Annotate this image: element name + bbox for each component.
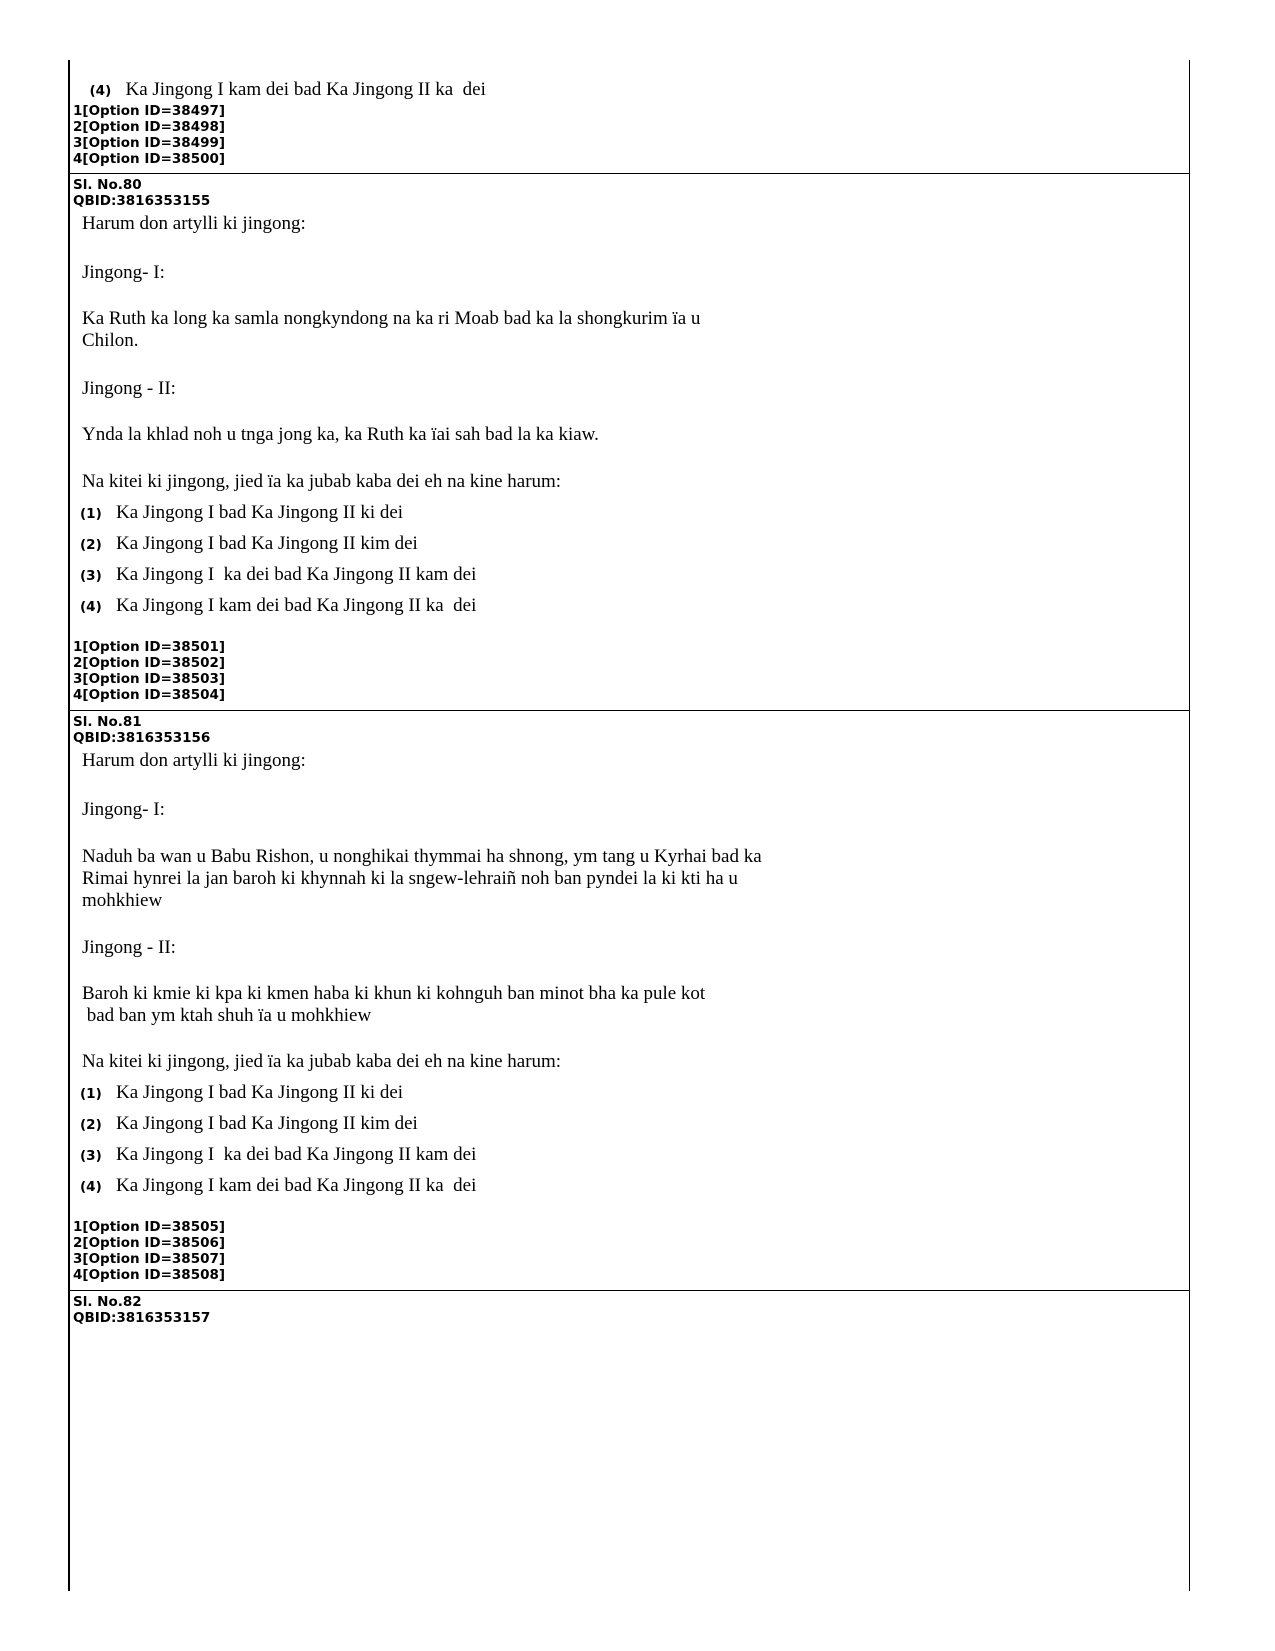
- option-text: Ka Jingong I ka dei bad Ka Jingong II kam dei: [116, 564, 477, 585]
- statement-2-label: Jingong - II:: [82, 378, 176, 399]
- option-row: [80, 1144, 476, 1167]
- option-id: 2[Option ID=38498]: [73, 119, 226, 135]
- option-number: (2): [80, 537, 102, 553]
- question-qbid: QBID:3816353155: [73, 193, 211, 209]
- option-number: (4): [89, 83, 112, 99]
- option-number: (3): [80, 1148, 102, 1164]
- option-text: Ka Jingong I kam dei bad Ka Jingong II ka dei: [125, 79, 486, 100]
- option-id: 2[Option ID=38502]: [73, 655, 226, 671]
- option-text: Ka Jingong I bad Ka Jingong II kim dei: [116, 533, 418, 554]
- option-number: (3): [80, 568, 102, 584]
- question-prompt: Na kitei ki jingong, jied ïa ka jubab kaba dei eh na kine harum:: [82, 1051, 562, 1072]
- statement-1-text: Rimai hynrei la jan baroh ki khynnah ki la sngew-lehraiñ noh ban pyndei la ki kti ha u: [82, 868, 738, 889]
- option-row: [80, 57, 486, 102]
- question-serial: Sl. No.82: [73, 1294, 142, 1310]
- statement-2-label: Jingong - II:: [82, 937, 176, 958]
- statement-1-text: Chilon.: [82, 330, 139, 351]
- divider: [68, 173, 1189, 174]
- statement-2-text: Baroh ki kmie ki kpa ki kmen haba ki khun ki kohnguh ban minot bha ka pule kot: [82, 983, 706, 1004]
- option-number: (1): [80, 1086, 102, 1102]
- option-text: Ka Jingong I bad Ka Jingong II ki dei: [116, 1082, 404, 1103]
- statement-2-text: bad ban ym ktah shuh ïa u mohkhiew: [82, 1005, 372, 1026]
- option-id: 1[Option ID=38497]: [73, 103, 226, 119]
- option-row: [80, 533, 418, 556]
- option-row: [80, 564, 476, 587]
- divider: [68, 1290, 1189, 1291]
- option-id: 4[Option ID=38508]: [73, 1267, 226, 1283]
- statement-1-label: Jingong- I:: [82, 799, 165, 820]
- option-row: [80, 595, 476, 618]
- question-intro: Harum don artylli ki jingong:: [82, 213, 306, 234]
- option-text: Ka Jingong I kam dei bad Ka Jingong II ka dei: [116, 595, 477, 616]
- option-number: (1): [80, 506, 102, 522]
- option-number: (2): [80, 1117, 102, 1133]
- option-id: 2[Option ID=38506]: [73, 1235, 226, 1251]
- option-id: 1[Option ID=38505]: [73, 1219, 226, 1235]
- option-text: Ka Jingong I ka dei bad Ka Jingong II kam dei: [116, 1144, 477, 1165]
- option-id: 3[Option ID=38499]: [73, 135, 226, 151]
- question-serial: Sl. No.80: [73, 177, 142, 193]
- option-id: 4[Option ID=38504]: [73, 687, 226, 703]
- option-row: [80, 1082, 403, 1105]
- question-intro: Harum don artylli ki jingong:: [82, 750, 306, 771]
- statement-1-text: Ka Ruth ka long ka samla nongkyndong na ka ri Moab bad ka la shongkurim ïa u: [82, 308, 701, 329]
- option-id: 3[Option ID=38507]: [73, 1251, 226, 1267]
- question-serial: Sl. No.81: [73, 714, 142, 730]
- option-text: Ka Jingong I bad Ka Jingong II kim dei: [116, 1113, 418, 1134]
- option-row: [80, 502, 403, 525]
- option-number: (4): [80, 1179, 102, 1195]
- option-id: 4[Option ID=38500]: [73, 151, 226, 167]
- option-id: 1[Option ID=38501]: [73, 639, 226, 655]
- divider: [68, 710, 1189, 711]
- question-qbid: QBID:3816353156: [73, 730, 211, 746]
- option-row: [80, 1175, 476, 1198]
- page-frame: [68, 60, 1190, 1591]
- statement-2-text: Ynda la khlad noh u tnga jong ka, ka Ruth ka ïai sah bad la ka kiaw.: [82, 424, 599, 445]
- option-number: (4): [80, 599, 102, 615]
- option-row: [80, 1113, 418, 1136]
- option-text: Ka Jingong I kam dei bad Ka Jingong II ka dei: [116, 1175, 477, 1196]
- statement-1-text: mohkhiew: [82, 890, 163, 911]
- statement-1-label: Jingong- I:: [82, 262, 165, 283]
- question-qbid: QBID:3816353157: [73, 1310, 211, 1326]
- option-text: Ka Jingong I bad Ka Jingong II ki dei: [116, 502, 404, 523]
- option-id: 3[Option ID=38503]: [73, 671, 226, 687]
- question-prompt: Na kitei ki jingong, jied ïa ka jubab kaba dei eh na kine harum:: [82, 471, 562, 492]
- statement-1-text: Naduh ba wan u Babu Rishon, u nonghikai thymmai ha shnong, ym tang u Kyrhai bad ka: [82, 846, 762, 867]
